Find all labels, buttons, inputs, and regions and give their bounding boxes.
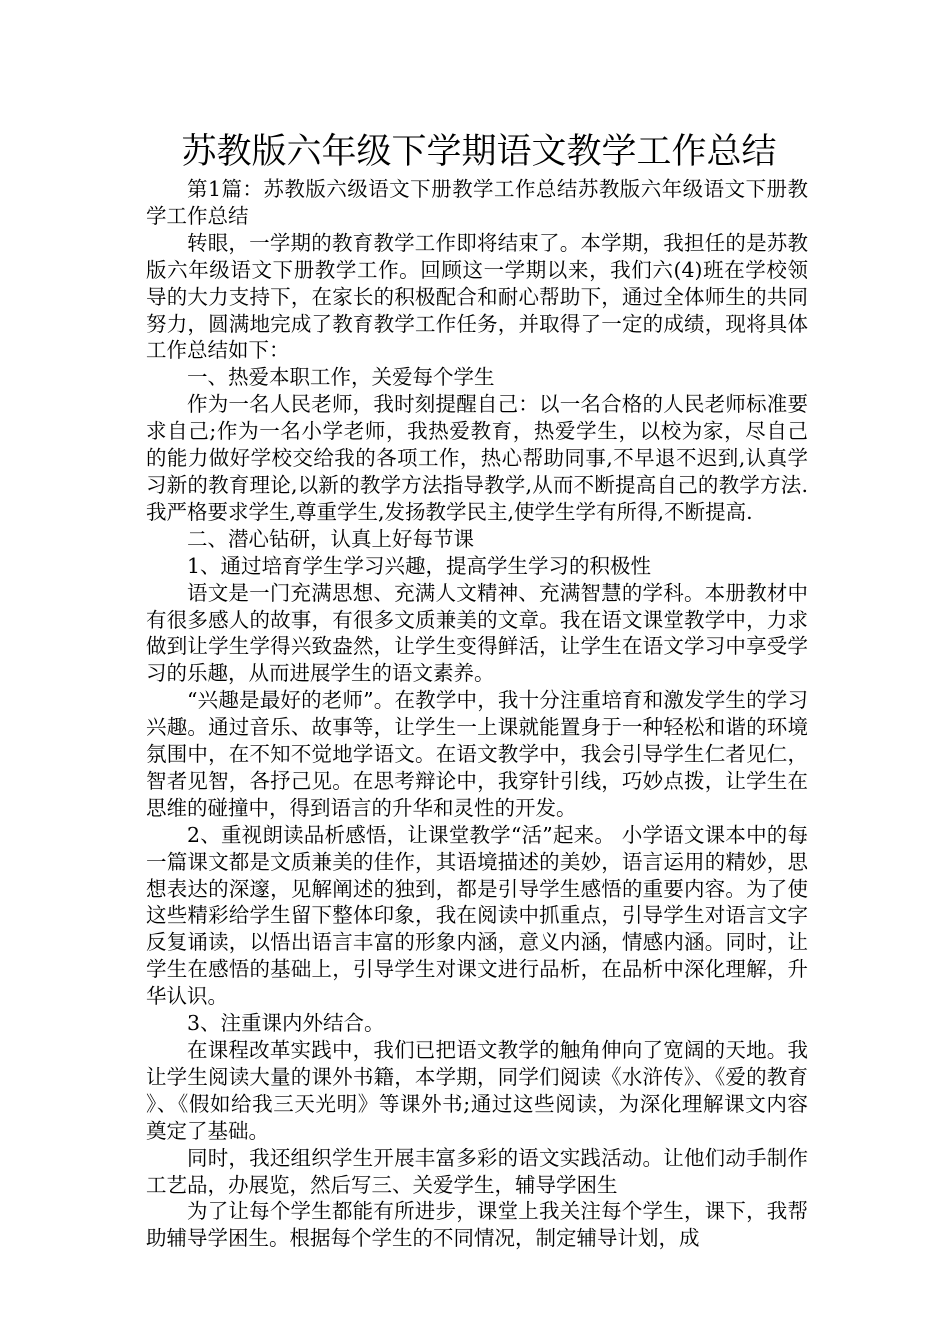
paragraph-intro: 转眼，一学期的教育教学工作即将结束了。本学期，我担任的是苏教版六年级语文下册教学工作。回顾这一学期以来，我们六(4)班在学校领导的大力支持下，在家长的积极配合和耐心帮助下，通过全体师生的共同努力，圆满地完成了教育教学工作任务，并取得了一定的成绩，现将具体工作总结如下： <box>146 230 808 363</box>
paragraph-activities: 同时，我还组织学生开展丰富多彩的语文实践活动。让他们动手制作工艺品，办展览，然后写三、关爱学生，辅导学困生 <box>146 1145 808 1197</box>
paragraph-chinese-subject: 语文是一门充满思想、充满人文精神、充满智慧的学科。本册教材中有很多感人的故事，有很多文质兼美的文章。我在语文课堂教学中，力求做到让学生学得兴致盎然，让学生变得鲜活，让学生在语文学习中享受学习的乐趣，从而进展学生的语文素养。 <box>146 580 808 686</box>
section-heading-2: 二、潜心钻研，认真上好每节课 <box>187 526 474 551</box>
section-heading-1: 一、热爱本职工作，关爱每个学生 <box>187 365 495 390</box>
paragraph-interest: “兴趣是最好的老师”。在教学中，我十分注重培育和激发学生的学习兴趣。通过音乐、故事等，让学生一上课就能置身于一种轻松和谐的环境氛围中，在不知不觉地学语文。在语文教学中，我会引导学生仁者见仁，智者见智，各抒己见。在思考辩论中，我穿针引线，巧妙点拨，让学生在思维的碰撞中，得到语言的升华和灵性的开发。 <box>146 688 808 820</box>
subsection-heading-3: 3、注重课内外结合。 <box>187 1011 385 1036</box>
document-title: 苏教版六年级下学期语文教学工作总结 <box>181 132 777 172</box>
subsection-heading-1: 1、通过培育学生学习兴趣，提高学生学习的积极性 <box>187 553 652 578</box>
article-subtitle: 第1篇：苏教版六级语文下册教学工作总结苏教版六年级语文下册教学工作总结 <box>146 177 808 228</box>
paragraph-reading: 2、重视朗读品析感悟，让课堂教学“活”起来。 小学语文课本中的每一篇课文都是文质兼美的佳作，其语境描述的美妙，语言运用的精妙，思想表达的深邃，见解阐述的独到，都是引导学生感悟的重要内容。为了使这些精彩给学生留下整体印象，我在阅读中抓重点，引导学生对语言文字反复诵读，以悟出语言丰富的形象内涵，意义内涵，情感内涵。同时，让学生在感悟的基础上，引导学生对课文进行品析，在品析中深化理解，升华认识。 <box>146 822 808 1009</box>
document-page <box>146 128 808 1252</box>
paragraph-tutoring: 为了让每个学生都能有所进步，课堂上我关注每个学生，课下，我帮助辅导学困生。根据每个学生的不同情况，制定辅导计划，成 <box>146 1199 808 1251</box>
paragraph-section-1: 作为一名人民老师，我时刻提醒自己：以一名合格的人民老师标准要求自己;作为一名小学老师，我热爱教育，热爱学生，以校为家，尽自己的能力做好学校交给我的各项工作，热心帮助同事,不早退不迟到,认真学习新的教育理论,以新的教学方法指导教学,从而不断提高自己的教学方法.我严格要求学生,尊重学生,发扬教学民主,使学生学有所得,不断提高. <box>146 392 808 524</box>
paragraph-curriculum: 在课程改革实践中，我们已把语文教学的触角伸向了宽阔的天地。我让学生阅读大量的课外书籍，本学期，同学们阅读《水浒传》、《爱的教育》、《假如给我三天光明》等课外书;通过这些阅读，为深化理解课文内容奠定了基础。 <box>146 1038 808 1143</box>
